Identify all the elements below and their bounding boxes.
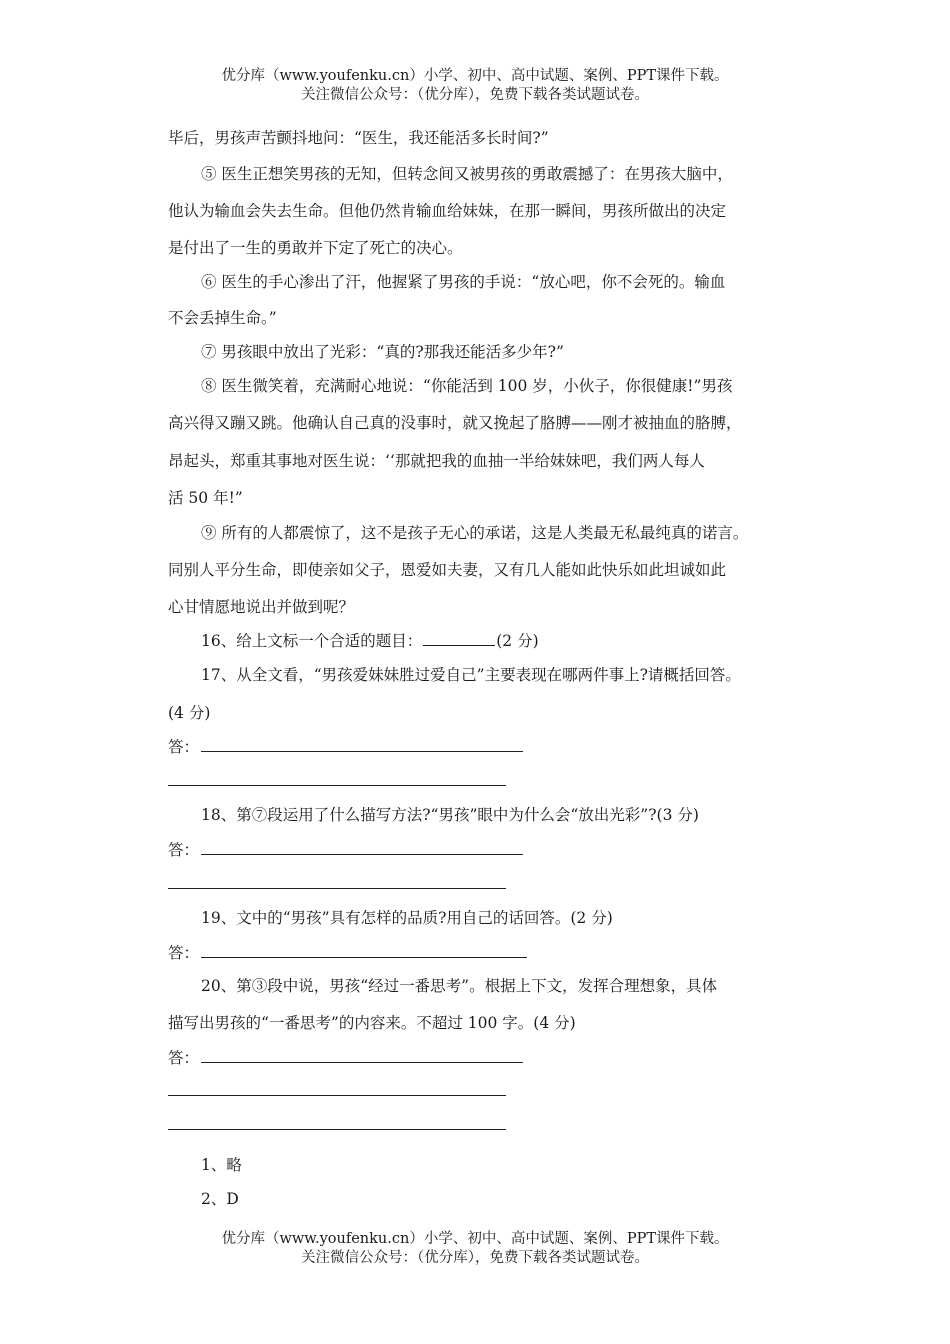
passage-line: 毕后，男孩声苦颤抖地问：“医生，我还能活多长时间?”: [168, 129, 549, 147]
question-20-cont: 描写出男孩的“一番思考”的内容来。不超过 100 字。(4 分): [168, 1014, 576, 1032]
question-16-points: (2 分): [496, 632, 539, 650]
passage-line: 心甘情愿地说出并做到呢？: [168, 598, 355, 616]
question-18: 18、第⑦段运用了什么描写方法?“男孩”眼中为什么会“放出光彩”?(3 分): [201, 806, 699, 824]
paragraph-6: ⑥ 医生的手心渗出了汗，他握紧了男孩的手说：“放心吧，你不会死的。输血: [201, 273, 726, 291]
answer-label: 答：: [168, 944, 200, 962]
answer-label: 答：: [168, 841, 200, 859]
passage-line: 他认为输血会失去生命。但他仍然肯输血给妹妹，在那一瞬间，男孩所做出的决定: [168, 202, 727, 220]
paragraph-9: ⑨ 所有的人都震惊了，这不是孩子无心的承诺，这是人类最无私最纯真的诺言。: [201, 524, 749, 542]
footer-line-1: 优分库（www.youfenku.cn）小学、初中、高中试题、案例、PPT课件下载。: [221, 1231, 729, 1247]
header-line-2: 关注微信公众号：（优分库），免费下载各类试题试卷。: [301, 87, 649, 103]
answer-line[interactable]: [201, 751, 523, 752]
answer-line[interactable]: [168, 785, 506, 786]
passage-line: 不会丢掉生命。”: [168, 309, 277, 327]
answer-line[interactable]: [168, 1095, 506, 1096]
title-answer-blank[interactable]: [423, 630, 495, 646]
passage-line: 是付出了一生的勇敢并下定了死亡的决心。: [168, 239, 463, 257]
answer-label: 答：: [168, 738, 200, 756]
page-header: [0, 67, 950, 105]
answer-line[interactable]: [168, 888, 506, 889]
question-17-points: (4 分): [168, 704, 211, 722]
passage-line: 昂起头，郑重其事地对医生说：‘‘那就把我的血抽一半给妹妹吧，我们两人每人: [168, 452, 705, 470]
answer-label: 答：: [168, 1049, 200, 1067]
answer-line[interactable]: [168, 1129, 506, 1130]
paragraph-7: ⑦ 男孩眼中放出了光彩：“真的?那我还能活多少年?”: [201, 343, 564, 361]
page-footer: [0, 1230, 950, 1268]
paragraph-5: ⑤ 医生正想笑男孩的无知，但转念间又被男孩的勇敢震撼了：在男孩大脑中，: [201, 165, 733, 183]
answer-1: 1、略: [201, 1156, 242, 1174]
paragraph-8: ⑧ 医生微笑着，充满耐心地说：“你能活到 100 岁，小伙子，你很健康!”男孩: [201, 377, 733, 395]
answer-line[interactable]: [201, 957, 527, 958]
answer-line[interactable]: [201, 854, 523, 855]
passage-line: 同别人平分生命，即使亲如父子，恩爱如夫妻，又有几人能如此快乐如此坦诚如此: [168, 561, 727, 579]
question-19: 19、文中的“男孩”具有怎样的品质?用自己的话回答。(2 分): [201, 909, 613, 927]
answer-line[interactable]: [201, 1062, 523, 1063]
header-line-1: 优分库（www.youfenku.cn）小学、初中、高中试题、案例、PPT课件下载。: [221, 68, 729, 84]
passage-line: 活 50 年!”: [168, 489, 243, 507]
question-16-text: 16、给上文标一个合适的题目：: [201, 632, 423, 650]
answer-2: 2、D: [201, 1190, 239, 1208]
question-17: 17、从全文看，“男孩爱妹妹胜过爱自己”主要表现在哪两件事上?请概括回答。: [201, 666, 741, 684]
question-16: [201, 629, 831, 651]
question-20: 20、第③段中说，男孩“经过一番思考”。根据上下文，发挥合理想象，具体: [201, 977, 718, 995]
passage-line: 高兴得又蹦又跳。他确认自己真的没事时，就又挽起了胳膊——刚才被抽血的胳膊，: [168, 414, 742, 432]
footer-line-2: 关注微信公众号：（优分库），免费下载各类试题试卷。: [301, 1250, 649, 1266]
